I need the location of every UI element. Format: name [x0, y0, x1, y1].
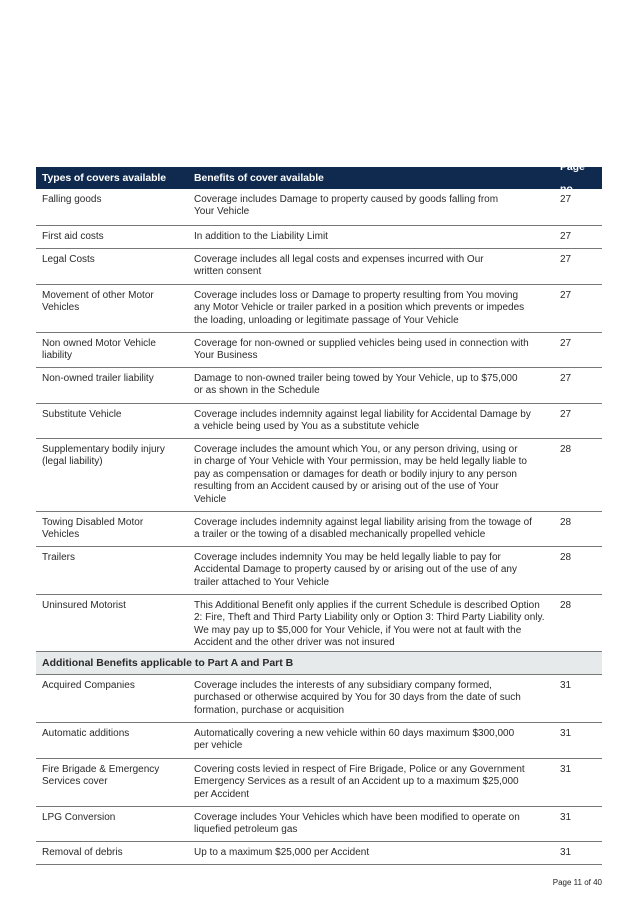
cover-benefit: Coverage includes indemnity against legal liability arising from the towage of a trailer or the towing of a disabled mechanically propelled vehicle [194, 517, 532, 541]
cover-type: Non owned Motor Vehicle liability [42, 338, 156, 362]
cover-benefit: Coverage includes loss or Damage to property resulting from You moving any Motor Vehicle or trailer parked in a position which prevents or impedes the loading, unloading or legitimate passage of Your Vehicle [194, 290, 525, 326]
header-page: Page no [560, 161, 585, 195]
table-row [36, 512, 602, 547]
table-row [36, 285, 602, 333]
page-number: Page 11 of 40 [552, 878, 602, 887]
cover-type: Towing Disabled Motor Vehicles [42, 517, 144, 541]
header-benefits: Benefits of cover available [194, 172, 324, 184]
cover-type: Acquired Companies [42, 680, 135, 691]
cover-type: Non-owned trailer liability [42, 373, 154, 384]
cover-benefit: Coverage includes the interests of any subsidiary company formed, purchased or otherwise acquired by You for 30 days from the date of such formation, purchase or acquisition [194, 680, 521, 716]
cover-benefit: Up to a maximum $25,000 per Accident [194, 847, 370, 858]
table-row [36, 249, 602, 285]
table-row [36, 759, 602, 807]
cover-type: Trailers [42, 552, 75, 563]
cover-benefit: Coverage includes indemnity against legal liability for Accidental Damage by a vehicle being used by You as a substitute vehicle [194, 409, 531, 433]
cover-benefit: Coverage includes Damage to property caused by goods falling from Your Vehicle [194, 194, 499, 218]
cover-benefit: Covering costs levied in respect of Fire Brigade, Police or any Government Emergency Services as a result of an Accident up to a maximum $25,000 per Accident [194, 764, 525, 800]
table-row [36, 404, 602, 439]
table-row [36, 723, 602, 759]
cover-benefit: In addition to the Liability Limit [194, 231, 328, 242]
table-row [36, 595, 602, 652]
cover-page: 28 [560, 552, 572, 563]
cover-type: Substitute Vehicle [42, 409, 122, 420]
header-types: Types of covers available [42, 172, 166, 184]
cover-benefit: This Additional Benefit only applies if the current Schedule is described Option 2: Fire, Theft and Third Party Liability only or Option 3: Third Party Liability only. We may pay up to $5,000 for Your Vehicle, if You were not at fault with the Accident and the other driver was not insured [194, 600, 545, 649]
cover-page: 27 [560, 290, 572, 301]
cover-type: Uninsured Motorist [42, 600, 126, 611]
cover-type: Movement of other Motor Vehicles [42, 290, 154, 314]
cover-type: Fire Brigade & Emergency Services cover [42, 764, 160, 788]
cover-page: 31 [560, 728, 572, 739]
cover-type: Supplementary bodily injury (legal liability) [42, 444, 165, 468]
cover-page: 28 [560, 517, 572, 528]
cover-benefit: Automatically covering a new vehicle within 60 days maximum $300,000 per vehicle [194, 728, 515, 752]
cover-page: 27 [560, 194, 572, 205]
table-row [36, 333, 602, 368]
cover-type: Falling goods [42, 194, 102, 205]
cover-benefit: Coverage includes all legal costs and expenses incurred with Our written consent [194, 254, 484, 278]
cover-page: 28 [560, 444, 572, 455]
table-row [36, 675, 602, 723]
cover-benefit: Coverage includes indemnity You may be held legally liable to pay for Accidental Damage to property caused by or arising out of the use of any trailer attached to Your Vehicle [194, 552, 517, 588]
cover-page: 31 [560, 764, 572, 775]
table-row [36, 189, 602, 226]
cover-page: 27 [560, 254, 572, 265]
table-row [36, 226, 602, 249]
table-header [36, 161, 602, 195]
table-row [36, 842, 602, 865]
cover-type: First aid costs [42, 231, 104, 242]
cover-type: Automatic additions [42, 728, 130, 739]
table-row [36, 368, 602, 404]
cover-page: 28 [560, 600, 572, 611]
cover-type: Legal Costs [42, 254, 95, 265]
cover-page: 31 [560, 847, 572, 858]
cover-type: Removal of debris [42, 847, 123, 858]
section-label: Additional Benefits applicable to Part A and Part B [42, 657, 294, 669]
cover-benefit: Coverage includes Your Vehicles which have been modified to operate on liquefied petroleum gas [194, 812, 520, 836]
cover-page: 27 [560, 231, 572, 242]
table-row [36, 439, 602, 512]
cover-page: 31 [560, 680, 572, 691]
cover-page: 27 [560, 373, 572, 384]
cover-benefit: Coverage includes the amount which You, or any person driving, using or in charge of Your Vehicle with Your permission, may be held legally liable to pay as compensation or damages for death or bodily injury to any person resulting from an Accident caused by or arising out of the use of Your Vehicle [194, 444, 527, 505]
cover-type: LPG Conversion [42, 812, 116, 823]
cover-page: 27 [560, 338, 572, 349]
section-heading [36, 652, 602, 675]
table-row [36, 807, 602, 842]
cover-page: 31 [560, 812, 572, 823]
cover-page: 27 [560, 409, 572, 420]
benefits-table [36, 161, 602, 865]
cover-benefit: Damage to non-owned trailer being towed by Your Vehicle, up to $75,000 or as shown in the Schedule [194, 373, 518, 397]
cover-benefit: Coverage for non-owned or supplied vehicles being used in connection with Your Business [194, 338, 529, 362]
table-row [36, 547, 602, 595]
